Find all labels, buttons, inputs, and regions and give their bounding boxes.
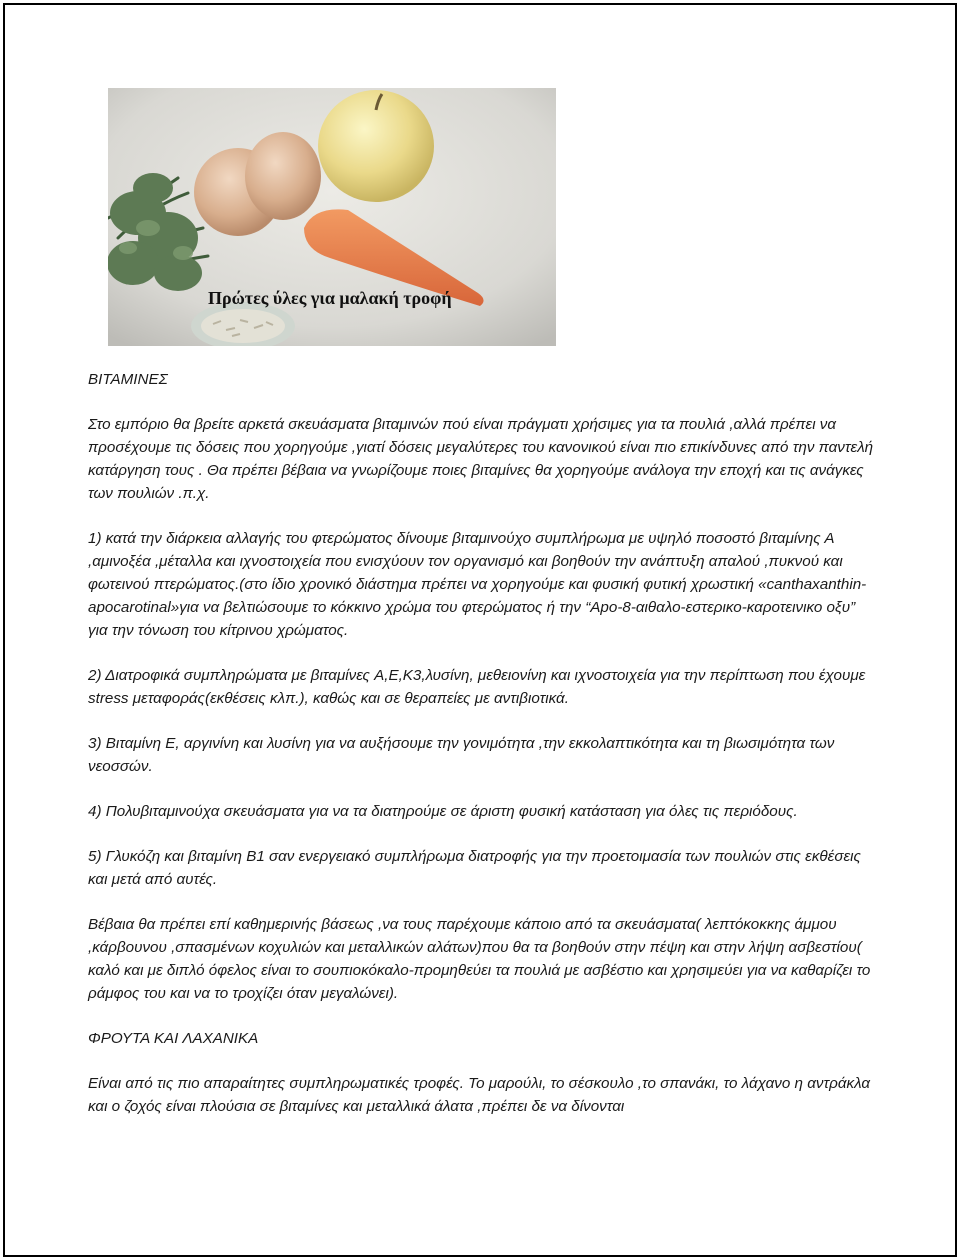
fruits-heading: ΦΡΟΥΤΑ ΚΑΙ ΛΑΧΑΝΙΚΑ: [88, 1030, 259, 1047]
grit-paragraph: Βέβαια θα πρέπει επί καθημερινής βάσεως ,να τους παρέχουμε κάποιο από τα σκευάσματα( λεπτόκοκκης άμμου ,κάρβουνου ,σπασμένων κοχυλιών και μεταλλικών αλάτων)που θα τα βοηθούν στην πέψη και στην λήψη ασβεστίου( καλό και με διπλό όφελος είναι το σουπιοκόκαλο-προμηθεύει τα πουλιά με ασβέστιο και χρησιμεύει για να καθαρίζει το ράμφος του και να το τροχίζει όταν μεγαλώνει).: [88, 916, 871, 1002]
vitamins-item-4: 4) Πολυβιταμινούχα σκευάσματα για να τα διατηρούμε σε άριστη φυσική κατάσταση για όλες τις περιόδους.: [88, 803, 798, 820]
photo-caption: Πρώτες ύλες για μαλακή τροφή: [208, 288, 452, 308]
ingredients-photo: [108, 88, 556, 346]
fruits-paragraph: Είναι από τις πιο απαραίτητες συμπληρωματικές τροφές. Το μαρούλι, το σέσκουλο ,το σπανάκι, το λάχανο η αντράκλα και ο ζοχός είναι πλούσια σε βιταμίνες και μεταλλικά άλατα ,πρέπει δε να δίνονται: [88, 1075, 871, 1115]
vitamins-item-1: 1) κατά την διάρκεια αλλαγής του φτερώματος δίνουμε βιταμινούχο συμπλήρωμα με υψηλό ποσοστό βιταμίνης Α ,αμινοξέα ,μέταλλα και ιχνοστοιχεία που ενισχύουν τον οργανισμό και βοηθούν την ανάπτυξη απαλού ,πυκνού και φωτεινού πτερώματος.(στο ίδιο χρονικό διάστημα πρέπει να χορηγούμε και φυσική φυτική χρωστική «canthaxanthin-apocarotinal»για να βελτιώσουμε το κόκκινο χρώμα του φτερώματος ή την “Apo-8-αιθαλο-εστερικο-καροτεινικο οξυ” για την τόνωση του κίτρινου χρώματος.: [88, 530, 867, 639]
vitamins-heading: ΒΙΤΑΜΙΝΕΣ: [88, 371, 168, 388]
vitamins-intro-paragraph: Στο εμπόριο θα βρείτε αρκετά σκευάσματα βιταμινών πού είναι πράγματι χρήσιμες για τα πουλιά ,αλλά πρέπει να προσέχουμε τις δόσεις που χορηγούμε ,γιατί δόσεις μεγαλύτερες του κανονικού είναι πιο επικίνδυνες από την παντελή κατάργηση τους . Θα πρέπει βέβαια να γνωρίζουμε ποιες βιταμίνες θα χορηγούμε ανάλογα την εποχή και τις ανάγκες των πουλιών .π.χ.: [88, 416, 874, 502]
vitamins-item-5: 5) Γλυκόζη και βιταμίνη Β1 σαν ενεργειακό συμπλήρωμα διατροφής για την προετοιμασία των πουλιών στις εκθέσεις και μετά από αυτές.: [88, 848, 861, 888]
vitamins-item-3: 3) Βιταμίνη Ε, αργινίνη και λυσίνη για να αυξήσουμε την γονιμότητα ,την εκκολαπτικότητα και τη βιωσιμότητα των νεοσσών.: [88, 735, 835, 775]
vitamins-item-2: 2) Διατροφικά συμπληρώματα με βιταμίνες A,E,K3,λυσίνη, μεθειονίνη και ιχνοστοιχεία για την περίπτωση που έχουμε stress μεταφοράς(εκθέσεις κλπ.), καθώς και σε θεραπείες με αντιβιοτικά.: [88, 667, 866, 707]
document-body: [88, 368, 878, 1140]
